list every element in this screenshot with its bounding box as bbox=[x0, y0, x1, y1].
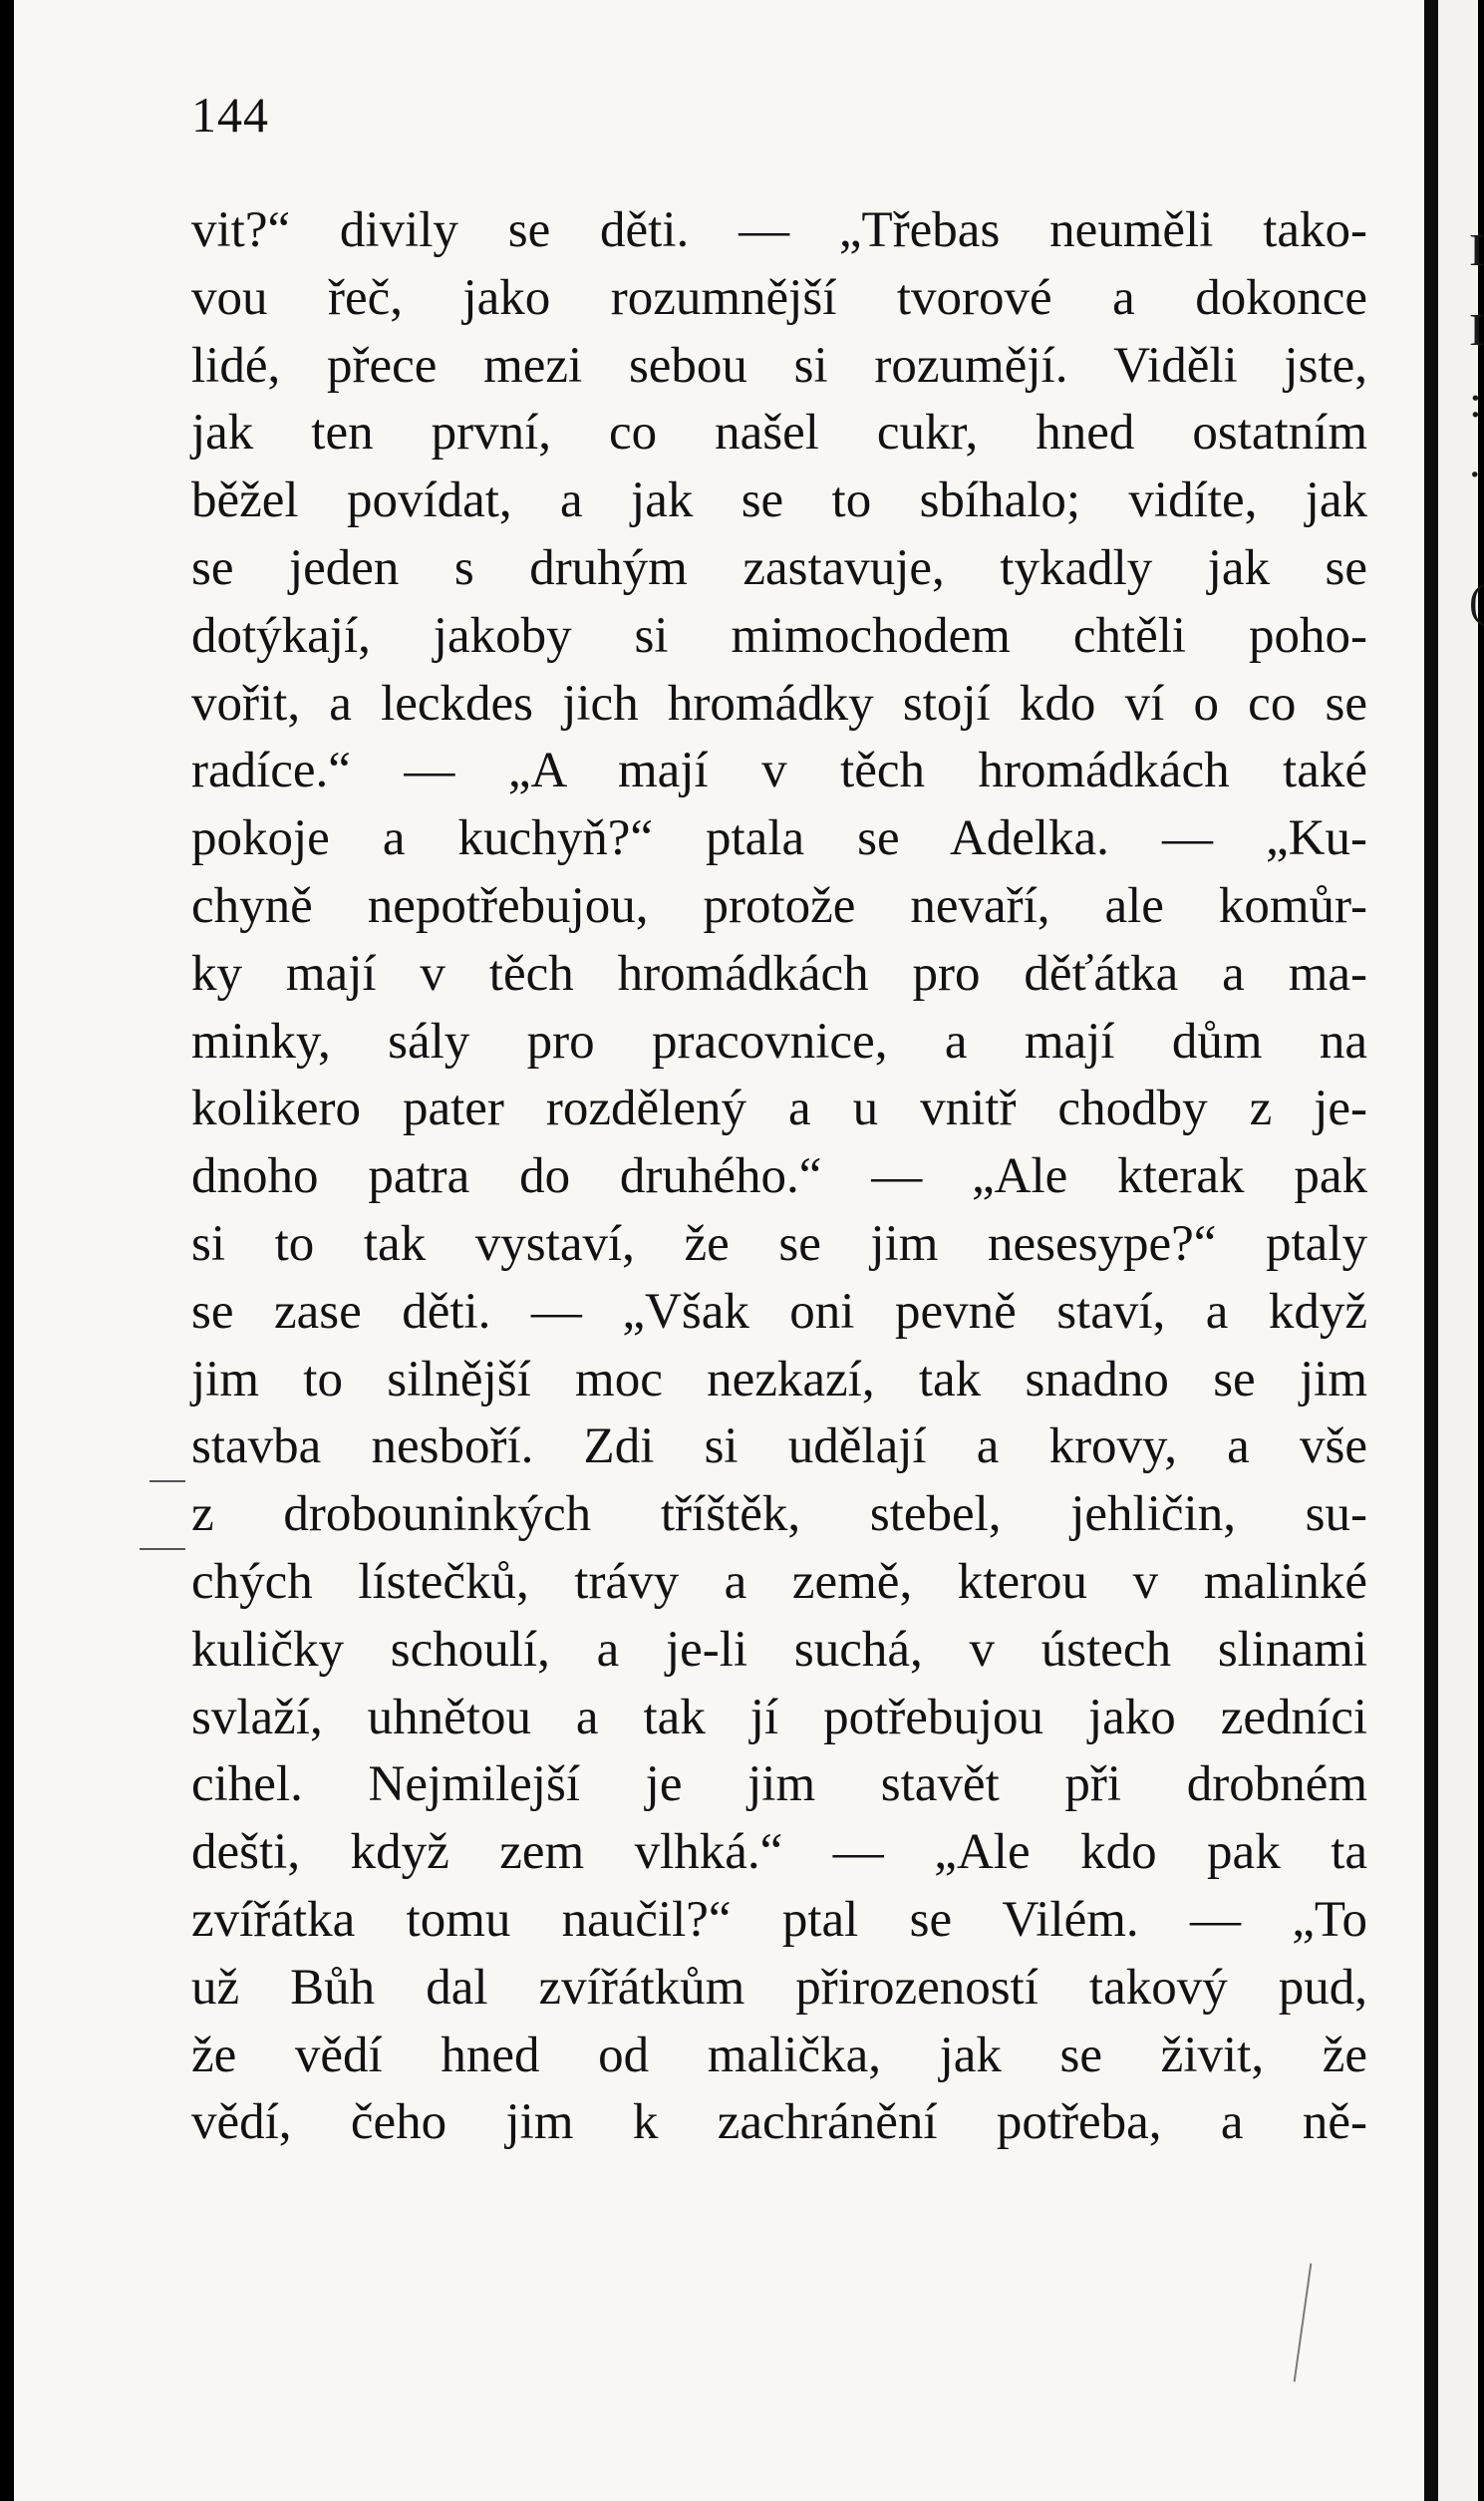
text-line: pokoje a kuchyň?“ ptala se Adelka. — „Ku- bbox=[191, 810, 1367, 867]
text-line: cihel. Nejmilejší je jim stavět při drobném bbox=[191, 1756, 1367, 1813]
text-line: vořit, a leckdes jich hromádky stojí kdo ví o co se bbox=[191, 675, 1367, 732]
text-line: jak ten první, co našel cukr, hned ostatním bbox=[191, 405, 1367, 462]
margin-mark bbox=[140, 1548, 185, 1550]
text-line: radíce.“ — „A mají v těch hromádkách také bbox=[191, 743, 1367, 799]
page-number: 144 bbox=[191, 87, 269, 143]
text-line: běžel povídat, a jak se to sbíhalo; vidíte, jak bbox=[191, 472, 1367, 529]
text-line: stavba nesboří. Zdi si udělají a krovy, a vše bbox=[191, 1418, 1367, 1475]
margin-mark bbox=[149, 1480, 185, 1482]
text-line: lidé, přece mezi sebou si rozumějí. Viděli jste, bbox=[191, 337, 1367, 394]
text-line: chých lístečků, trávy a země, kterou v malinké bbox=[191, 1553, 1367, 1610]
adjacent-page-fragment: . bbox=[1469, 436, 1481, 486]
body-text bbox=[191, 197, 1367, 2157]
text-line: z drobouninkých tříštěk, stebel, jehličin, su- bbox=[191, 1486, 1367, 1543]
text-line: minky, sály pro pracovnice, a mají dům na bbox=[191, 1013, 1367, 1070]
text-line: jim to silnější moc nezkazí, tak snadno se jim bbox=[191, 1351, 1367, 1407]
text-line: kolikero pater rozdělený a u vnitř chodby z je- bbox=[191, 1081, 1367, 1137]
text-line: se jeden s druhým zastavuje, tykadly jak se bbox=[191, 539, 1367, 596]
text-line: vit?“ divily se děti. — „Třebas neuměli tako- bbox=[191, 202, 1367, 258]
text-line: dnoho patra do druhého.“ — „Ale kterak pak bbox=[191, 1148, 1367, 1205]
text-line: kuličky schoulí, a je-li suchá, v ústech slinami bbox=[191, 1621, 1367, 1678]
text-line: dotýkají, jakoby si mimochodem chtěli poho- bbox=[191, 607, 1367, 664]
adjacent-page-fragment: ( bbox=[1469, 575, 1484, 626]
text-line: že vědí hned od malička, jak se živit, že bbox=[191, 2027, 1367, 2083]
text-line: si to tak vystaví, že se jim nesesype?“ ptaly bbox=[191, 1215, 1367, 1272]
book-gutter bbox=[1424, 0, 1438, 2501]
adjacent-page-fragment: I bbox=[1469, 304, 1484, 355]
text-line: zvířátka tomu naučil?“ ptal se Vilém. — „To bbox=[191, 1891, 1367, 1948]
adjacent-page-fragment: I bbox=[1469, 224, 1484, 275]
text-line: chyně nepotřebujou, protože nevaří, ale komůr- bbox=[191, 877, 1367, 934]
text-line: ky mají v těch hromádkách pro děťátka a ma- bbox=[191, 945, 1367, 1002]
text-line: už Bůh dal zvířátkům přirozeností takový pud, bbox=[191, 1959, 1367, 2016]
text-line: dešti, když zem vlhká.“ — „Ale kdo pak ta bbox=[191, 1824, 1367, 1881]
text-line: vou řeč, jako rozumnější tvorové a dokonce bbox=[191, 269, 1367, 326]
text-line: svlaží, uhnětou a tak jí potřebujou jako zedníci bbox=[191, 1689, 1367, 1745]
adjacent-page-fragment: : bbox=[1469, 376, 1482, 427]
text-line: vědí, čeho jim k zachránění potřeba, a ně- bbox=[191, 2094, 1367, 2151]
text-line: se zase děti. — „Však oni pevně staví, a když bbox=[191, 1283, 1367, 1340]
